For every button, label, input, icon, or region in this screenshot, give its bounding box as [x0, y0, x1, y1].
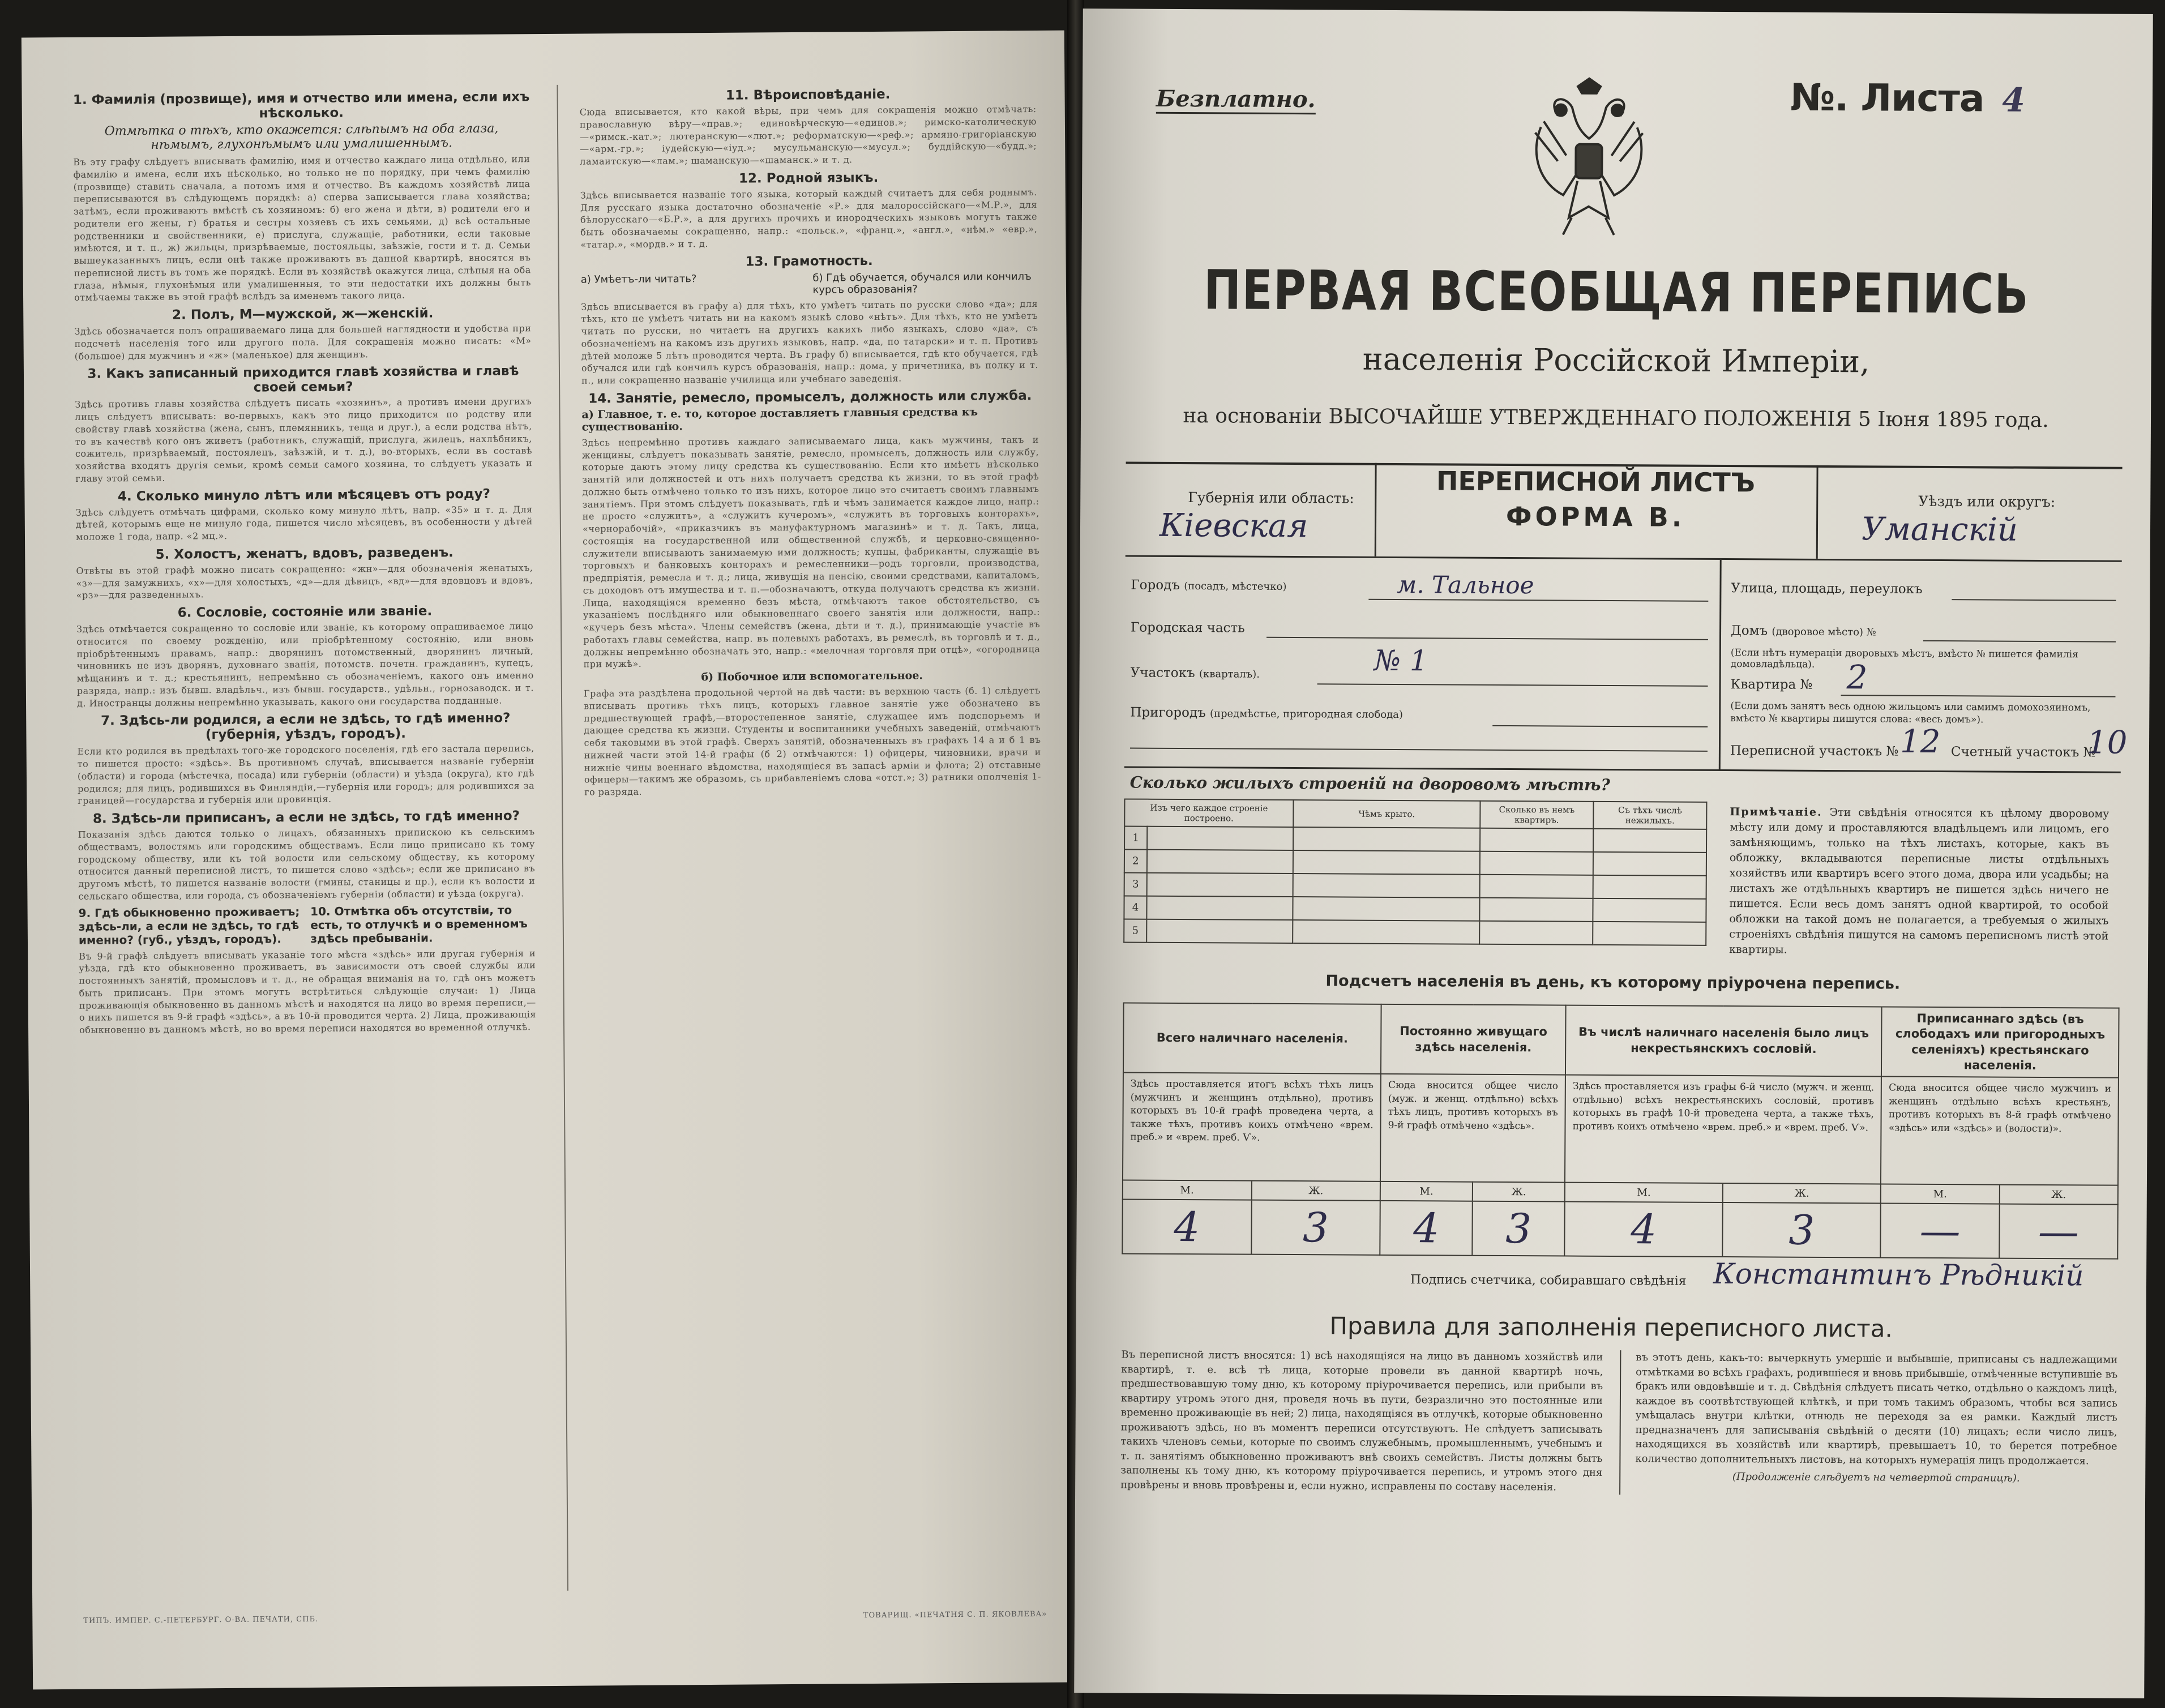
instruction-text-block: Въ эту графу слѣдуетъ вписывать фамилію, имя и отчество каждаго лица отдѣльно, или фамилію и имена, если ихъ нѣсколько, но только не по порядку, при чемъ фамилію (прозвище) ставить сначала, а потомъ имя и отчество. Въ каждомъ хозяйствѣ лица переписываются въ слѣдующемъ порядкѣ: а) сперва записывается глава хозяйства; затѣмъ, если проживаютъ вмѣстѣ съ хозяиномъ: б) его жена и дѣти, в) родители его и родители его жены, г) братья и сестры хозяевъ съ ихъ семьями, д) всѣ остальные родственники и свойственники, е) прислуга, служащіе, работники, если таковые имѣются, и т. п., ж) жильцы, призрѣваемые, постояльцы, заѣзжіе, гости и т. д. Семьи вышеуказанныхъ лицъ, если онѣ также проживаютъ въ данной квартирѣ, вносятся въ переписной листъ въ томъ же порядкѣ. Если въ хозяйствѣ окажутся лица, слѣпыя на оба глаза, нѣмыя, глухонѣмыя или умалишенныя, то эти недостатки ихъ должны быть отмѣчаемы также въ этой графѣ вслѣдъ за именемъ такого лица. [73, 153, 531, 303]
enumerator-signature-label: Подпись счетчика, собиравшаго свѣдѣнія [1410, 1273, 1687, 1289]
instruction-text-block: Графа эта раздѣлена продольной чертой на двѣ части: въ верхнюю часть (б. 1) слѣдуетъ вписывать противъ тѣхъ лицъ, которыхъ главное занятіе уже обозначено въ предшествующей графѣ,—второстепенное занятіе, служащее имъ подспорьемъ и дающее средства къ жизни. Студенты и воспитанники учебныхъ заведеній, отмѣчаютъ себя таковыми въ этой графѣ. Сверхъ занятій, обозначенныхъ въ графахъ 14 а и б 1 въ нижней части этой 14-й графы (б 2) отмѣчаются: 1) офицеры, чиновники, врачи и нижніе чины военнаго вѣдомства, находящіеся въ запасѣ арміи и флота; 2) отставные офицеры—такимъ же образомъ, съ прибавленіемъ слова «отст.»; 3) ратники ополченія 1-го разряда. [583, 684, 1042, 798]
population-count-table [1122, 1002, 2119, 1259]
house-label: Домъ (дворовое мѣсто) № [1730, 623, 1876, 639]
city-part-line [1267, 637, 1708, 640]
sex-label-male: М. [1123, 1180, 1252, 1200]
street-label: Улица, площадь, переулокъ [1731, 581, 1923, 597]
rules-continued-note: (Продолженіе слѣдуетъ на четвертой страницѣ). [1732, 1471, 2020, 1485]
sheet-number-value[interactable]: 4 [2002, 80, 2025, 119]
literacy-question-b: б) Гдѣ обучается, обучался или кончилъ курсъ образованія? [812, 270, 1032, 296]
row-number: 2 [1124, 849, 1147, 872]
table-cell[interactable] [1593, 922, 1706, 945]
rules-column-1: Въ переписной листъ вносятся: 1) всѣ находящіяся на лицо въ данномъ хозяйствѣ или квартирѣ, т. е. всѣ тѣ лица, которые провели въ данной квартирѣ ночь, предшествовавшую тому дню, къ которому пріурочивается перепись, или прибыли въ квартиру утромъ этого дня, проведя ночь въ пути, безразлично это постоянные или временно проживающіе въ ней; 2) лица, находящіяся въ отлучкѣ, которые обыкновенно проживаютъ здѣсь, но въ моментъ переписи отсутствуютъ. Не слѣдуетъ записывать такихъ членовъ семьи, которые по своимъ служебнымъ, промышленнымъ, учебнымъ и т. п. занятіямъ обыкновенно проживаютъ внѣ своихъ семействъ. Листы должны быть заполнены къ тому дню, къ которому пріурочивается перепись, и утромъ этого дня провѣрены и вновь провѣрены и, если нужно, исправлены по составу населенія. [1120, 1349, 1603, 1493]
count-permanent-male[interactable]: 4 [1380, 1201, 1472, 1256]
count-desc-total: Здѣсь проставляется итогъ всѣхъ тѣхъ лицъ (мужчинъ и женщинъ отдѣльно), противъ которыхъ въ 10-й графѣ проведена черта, а также тѣхъ, противъ коихъ отмѣчено «врем. преб.» и «врем. преб. Ѵ». [1123, 1073, 1381, 1182]
sex-label-male: М. [1380, 1182, 1473, 1201]
rules-column-2-text: въ этотъ день, какъ-то: вычеркнуть умершіе и выбывшіе, приписаны съ надлежащими отмѣтками во всѣхъ графахъ, родившіеся и вновь прибывшіе, отмѣченные вступившіе въ бракъ или овдовѣвшіе и т. д. Свѣдѣнія слѣдуетъ писать четко, отдѣльно о каждомъ лицѣ, каждое въ соотвѣтствующей клѣткѣ, и при томъ такимъ образомъ, чтобы вся запись умѣщалась внутри клѣтки, отнюдь не переходя за ея рамки. Каждый листъ предназначенъ для записыванія свѣдѣній о десяти (10) лицахъ; если число лицъ, находящихся въ хозяйствѣ или квартирѣ, превышаетъ 10, то берется потребное количество дополнительныхъ листовъ, на которыхъ нумерація лицъ продолжается. [1635, 1351, 2118, 1467]
city-value[interactable]: м. Тальное [1397, 570, 1534, 600]
population-count-title: Подсчетъ населенія въ день, къ которому пріурочена перепись. [1325, 972, 1901, 993]
table-cell[interactable] [1147, 850, 1293, 874]
apartment-value[interactable]: 2 [1846, 658, 1868, 697]
uchastok-line [1317, 683, 1708, 687]
note-label: Примѣчаніе. [1730, 806, 1822, 819]
count-peasant-female[interactable]: — [1999, 1204, 2118, 1259]
section-title: 5. Холостъ, женатъ, вдовъ, разведенъ. [155, 545, 453, 562]
sheet-label: №. Листа [1790, 75, 1984, 121]
row-number: 3 [1124, 872, 1147, 896]
prigorod-label: Пригородъ (предмѣстье, пригородная слобода) [1130, 705, 1403, 721]
form-title-line1: ПЕРЕПИСНОЙ ЛИСТЪ [1436, 465, 1756, 498]
sex-label-female: Ж. [1723, 1183, 1881, 1203]
section-title: 8. Здѣсь-ли приписанъ, а если не здѣсь, то гдѣ именно? [92, 808, 520, 827]
buildings-col-material: Изъ чего каждое строеніе построено. [1124, 799, 1293, 827]
count-desc-non-peasant: Здѣсь проставляется изъ графы 6-й число (мужч. и женщ. отдѣльно) всѣхъ некрестьянскихъ сословій, противъ которыхъ въ графѣ 10-й проведена черта, а также тѣхъ, противъ коихъ отмѣчено «врем. преб.» и «врем. преб. Ѵ». [1565, 1075, 1881, 1184]
buildings-note [1729, 804, 2109, 959]
count-permanent-female[interactable]: 3 [1472, 1201, 1564, 1256]
section-title: 1. Фамилія (прозвище), имя и отчество или имена, если ихъ нѣсколько. [72, 89, 530, 121]
instructions-column-2 [557, 82, 1047, 1591]
table-row [1124, 872, 1706, 898]
count-total-male[interactable]: 4 [1122, 1200, 1251, 1255]
column-split-headers [79, 903, 536, 947]
rules-title: Правила для заполненія переписного листа. [1329, 1312, 1893, 1343]
table-cell[interactable] [1147, 873, 1293, 897]
apartment-line [1841, 695, 2115, 697]
count-col-non-peasant: Въ числѣ наличнаго населенія было лицъ некрестьянскихъ сословій. [1565, 1005, 1882, 1077]
uchastok-value[interactable]: № 1 [1374, 644, 1428, 678]
census-area-value[interactable]: 12 [1899, 723, 1941, 761]
count-col-peasant: Приписаннаго здѣсь (въ слободахъ или пригородныхъ селеніяхъ) крестьянскаго населенія. [1881, 1007, 2119, 1077]
table-cell[interactable] [1593, 898, 1706, 922]
city-part-label: Городская часть [1131, 620, 1245, 636]
prigorod-line-2 [1130, 748, 1708, 752]
count-non-peasant-male[interactable]: 4 [1564, 1202, 1723, 1257]
buildings-col-roof: Чѣмъ крыто. [1293, 800, 1480, 828]
table-cell[interactable] [1479, 898, 1593, 922]
census-title: ПЕРВАЯ ВСЕОБЩАЯ ПЕРЕПИСЬ [1203, 258, 2030, 326]
table-cell[interactable] [1479, 921, 1593, 945]
sex-label-female: Ж. [1999, 1185, 2118, 1205]
divider [1375, 463, 1377, 557]
left-page-footer [83, 1610, 1047, 1625]
count-desc-peasant: Сюда вносится общее число мужчинъ и женщинъ отдѣльно всѣхъ крестьянъ, противъ которыхъ въ 8-й графѣ отмѣчено «здѣсь» или «здѣсь» и (волости)». [1881, 1077, 2119, 1185]
sheet-number-label [1790, 76, 2025, 121]
count-peasant-male[interactable]: — [1881, 1204, 2000, 1258]
count-col-permanent: Постоянно живущаго здѣсь населенія. [1381, 1004, 1566, 1075]
table-cell[interactable] [1146, 919, 1293, 943]
section-title: 4. Сколько минуло лѣтъ или мѣсяцевъ отъ роду? [117, 486, 491, 504]
house-line [1923, 640, 2116, 643]
row-number: 5 [1124, 919, 1146, 942]
sex-label-male: М. [1881, 1184, 2000, 1204]
instruction-text-block: Сюда вписывается, кто какой вѣры, при чемъ для сокращенія можно отмѣчать: православную вѣру—«прав.»; единовѣрческую—«единов.»; римско-католическую—«римск.-кат.»; лютеранскую—«лют.»; реформатскую—«реф.»; армяно-григоріанскую—«арм.-гр.»; іудейскую—«іуд.»; мусульманскую—«мусул.»; буддійскую—«будд.»; ламаитскую—«лам.»; шаманскую—«шаманск.» и т. д. [579, 103, 1037, 167]
census-subtitle: населенія Россійской Имперіи, [1362, 341, 1870, 380]
buildings-col-nonresidential: Съ тѣхъ числѣ нежилыхъ. [1593, 802, 1706, 829]
section-title: 2. Полъ, М—мужской, ж—женскій. [172, 306, 434, 323]
house-note: (Если нѣтъ нумераціи дворовыхъ мѣстъ, вмѣсто № пишется фамилія домовладѣльца). [1730, 647, 2078, 670]
count-desc-permanent: Сюда вносится общее число (муж. и женщ. отдѣльно) всѣхъ тѣхъ лицъ, противъ которыхъ въ 9-й графѣ отмѣчено «здѣсь». [1380, 1074, 1565, 1183]
section-title: 6. Сословіе, состояніе или званіе. [177, 603, 433, 620]
instruction-text-block: Здѣсь вписывается въ графу а) для тѣхъ, кто умѣетъ читать по русски слово «да»; для тѣхъ, кто не умѣетъ читать ни на какомъ языкѣ слово «нѣтъ». Для тѣхъ, кто не умѣетъ читать по русски, но читаетъ на другихъ какихъ либо языкахъ, слово «да», съ обозначеніемъ на какомъ изъ другихъ языковъ, напр. «да, по татарски» и т. п. Противъ дѣтей моложе 5 лѣтъ проводится черта. Въ графу б) вписывается, гдѣ кто обучается, гдѣ обучался или гдѣ кончилъ курсъ образованія, напр.: домa, у причетника, въ полку и т. п., или сокращенно названіе училища или учебнаго заведенія. [581, 298, 1038, 386]
buildings-col-apartments: Сколько въ немъ квартиръ. [1480, 801, 1593, 829]
instruction-text-block: Въ 9-й графѣ слѣдуетъ вписывать указаніе того мѣста «здѣсь» или другая губернія и уѣзда, гдѣ кто обыкновенно проживаетъ, въ зависимости отъ своей службы или постоянныхъ занятій, промысловъ и т. д., не обращая вниманія на то, гдѣ онъ можетъ быть приписанъ. При этомъ могутъ встрѣтиться слѣдующіе случаи: 1) Лица проживающія обыкновенно въ данномъ мѣстѣ и находятся на лицо во время переписи,—о нихъ пишется въ 9-й графѣ «здѣсь», а въ 10-й проводится черта. 2) Лица, проживающія обыкновенно въ данномъ мѣстѣ, но во время переписи находятся во временной отлучкѣ. [79, 947, 536, 1035]
census-legal-basis: на основаніи ВЫСОЧАЙШЕ УТВЕРЖДЕННАГО ПОЛОЖЕНІЯ 5 Іюня 1895 года. [1183, 404, 2049, 433]
uezd-label: Уѣздъ или округъ: [1918, 493, 2056, 511]
form-title-line2: ФОРМА В. [1505, 501, 1685, 533]
divider [1124, 766, 2121, 773]
note-text: Эти свѣдѣнія относятся къ цѣлому дворовому мѣсту или дому и проставляются владѣльцемъ или лицомъ, его замѣняющимъ, только на тѣхъ листахъ, которые, какъ въ обложку, вкладываются переписные листы отдѣльныхъ хозяйствъ или квартиръ всего этого дома, двора или усадьбы; на листахъ же отдѣльныхъ квартиръ не пишется здѣсь ничего не пишется. Если весь домъ занятъ одной квартирой, то особой обложки на такой домъ не полагается, а требуемыя о жилыхъ строеніяхъ свѣдѣнія пишутся на самомъ переписномъ листѣ этой квартиры. [1729, 806, 2110, 956]
table-row [1124, 826, 1706, 852]
table-cell[interactable] [1293, 897, 1479, 921]
uezd-value[interactable]: Уманскій [1861, 511, 2018, 549]
count-non-peasant-female[interactable]: 3 [1722, 1202, 1881, 1257]
instruction-text-block: Здѣсь вписывается названіе того языка, который каждый считаетъ для себя роднымъ. Для русскаго языка достаточно обозначеніе «Р.» для малороссійскаго—«М.Р.», для бѣлорусскаго—«Б.Р.», а для другихъ прочихъ и инородческихъ языковъ могутъ также быть обозначаемы сокращенно, напр.: «польск.», «франц.», «англ.», «нѣм.» «евр.», «татар.», «мордв.» и т. д. [580, 186, 1038, 250]
occupation-sub-b: б) Побочное или вспомогательное. [701, 669, 923, 684]
section-title: 12. Родной языкъ. [738, 170, 879, 186]
right-page-census-form [1074, 8, 2153, 1698]
sex-label-male: М. [1565, 1183, 1723, 1202]
instruction-text-block: Здѣсь отмѣчается сокращенно то сословіе или званіе, къ которому опрашиваемое лицо относится по своему рожденію, или пріобрѣтенному состоянію, или вновь пріобрѣтеннымъ правамъ, напр.: дворянинъ потомственный, дворянинъ личный, чиновникъ не изъ дворянъ, духовнаго званія, потомств. почетн. гражданинъ, купецъ, мѣщанинъ и т. д.; крестьянинъ, непремѣнно съ обозначеніемъ, какого онъ именно разряда, напр.: изъ бывш. владѣльч., изъ бывш. государств., удѣльн., горнозаводск. и т. д. Иностранцы должны непремѣнно указывать, какого они государства подданные. [76, 620, 534, 709]
divider [1126, 555, 2122, 562]
instruction-text-block: Показанія здѣсь даются только о лицахъ, обязанныхъ припискою къ сельскимъ обществамъ, волостямъ или городскимъ обществамъ. Если лицо приписано къ тому городскому обществу, или къ той волости или сельскому обществу, къ которому относится данный переписной листъ, то пишется слово «здѣсь»; если же приписано въ другомъ мѣстѣ, то пишется названіе волости (гмины, станицы и пр.), если къ волости и сельскаго общества, или города, съ обозначеніемъ губерніи (области) и уѣзда (округа). [78, 826, 536, 902]
count-area-label: Счетный участокъ № [1950, 744, 2096, 760]
buildings-question: Сколько жилыхъ строеній на дворовомъ мѣстѣ? [1129, 773, 1610, 794]
table-cell[interactable] [1480, 828, 1593, 852]
section-subtitle: Отмѣтка о тѣхъ, кто окажется: слѣпымъ на оба глаза, нѣмымъ, глухонѣмымъ или умалишеннымъ. [104, 121, 499, 152]
instruction-text-block: Здѣсь слѣдуетъ отмѣчать цифрами, сколько кому минуло лѣтъ, напр. «35» и т. д. Для дѣтей, которымъ еще не минуло года, пишется число мѣсяцевъ, въ особенности у дѣтей моложе 1 года, напр. «2 мц.». [75, 503, 533, 542]
table-cell[interactable] [1593, 875, 1706, 899]
divider [1816, 465, 1819, 559]
rules-column-2 [1619, 1350, 2117, 1497]
instruction-text-block: Здѣсь обозначается полъ опрашиваемаго лица для большей наглядности и удобства при подсчетѣ населенія того или другого пола. Для сокращенія можно писать: «М» (большое) для мужчинъ и «ж» (маленькое) для женщинъ. [74, 323, 532, 362]
census-area-label: Переписной участокъ № [1730, 743, 1899, 759]
double-headed-eagle-emblem [1524, 76, 1655, 241]
instructions-column-1 [72, 85, 540, 1594]
table-cell[interactable] [1293, 874, 1480, 898]
left-page-instructions [22, 31, 1076, 1690]
city-line [1368, 599, 1708, 602]
row-number: 1 [1124, 826, 1147, 849]
occupation-sub-a: а) Главное, т. е. то, которое доставляетъ главныя средства къ существованію. [581, 405, 978, 434]
section-title: 7. Здѣсь-ли родился, а если не здѣсь, то гдѣ именно? (губернія, уѣздъ, городъ). [101, 710, 511, 743]
row-number: 4 [1124, 896, 1146, 919]
divider [1719, 560, 1722, 769]
table-cell[interactable] [1593, 829, 1706, 853]
guberniya-label: Губернія или область: [1188, 489, 1354, 507]
rules-section [1120, 1347, 2117, 1497]
table-row [1124, 849, 1706, 875]
section-title: 9. Гдѣ обыкновенно проживаетъ; здѣсь-ли, а если не здѣсь, то гдѣ именно? (губ., уѣздъ, городъ). [78, 904, 300, 947]
table-cell[interactable] [1146, 896, 1293, 920]
instruction-text-block: Отвѣты въ этой графѣ можно писать сокращенно: «жн»—для обозначенія женатыхъ, «з»—для замужнихъ, «х»—для холостыхъ, «д»—для дѣвицъ, «вд»—для вдовцовъ и вдовъ, «рз»—для разведенныхъ. [76, 562, 533, 601]
instruction-text-block: Здѣсь непремѣнно противъ каждаго записываемаго лица, какъ мужчины, такъ и женщины, слѣдуетъ показывать занятіе, ремесло, промыселъ, должность или службу, которые даютъ этому лицу средства къ существованію. Если кто имѣетъ нѣсколько занятій или должностей и отъ нихъ получаетъ средства къ жизни, то въ этой графѣ должно быть отмѣчено только то изъ нихъ, которое лицо это считаетъ своимъ главнымъ занятіемъ. При этомъ слѣдуетъ показывать, гдѣ и чѣмъ занимается каждое лицо, напр.: не просто «служитъ», а «служитъ кучеромъ», «служитъ въ торговыхъ конторахъ», «чернорабочій», «приказчикъ въ мануфактурномъ магазинѣ» и т. д. Такъ, лица, состоящія на государственной или общественной службѣ, и церковно-священно-служители вписываютъ занимаемую ими должность; купцы, фабриканты, служащіе въ торговыхъ и банковыхъ конторахъ и ремесленники—родъ торговли, производства, предпріятія, ремесла и т. д.; лица, живущія на пенсію, своими средствами, капиталомъ, съ доходовъ отъ имущества и т. п.—обозначаютъ, откуда получаютъ средства къ жизни. Лица, находящіяся временно безъ мѣста, отмѣчаютъ такое обстоятельство, съ указаніемъ послѣдняго или обыкновеннаго своего занятія или должности, напр.: «кучеръ безъ мѣста». Члены семействъ (жена, дѣти и т. д.), принимающіе участіе въ работахъ главы семейства, напр. въ полевыхъ работахъ, въ ремеслѣ, въ торговлѣ и т. д., должны непремѣнно обозначать это, напр.: «мелочная торговля при отцѣ», «огородница при мужѣ». [581, 434, 1041, 670]
table-row [1124, 919, 1706, 945]
prigorod-line [1492, 725, 1708, 727]
table-cell[interactable] [1480, 851, 1593, 875]
table-cell[interactable] [1293, 920, 1479, 944]
sex-label-female: Ж. [1251, 1181, 1380, 1201]
section-title: 11. Вѣроисповѣданіе. [725, 87, 891, 103]
city-label: Городъ (посадъ, мѣстечко) [1131, 577, 1287, 593]
table-cell[interactable] [1480, 875, 1593, 898]
table-cell[interactable] [1293, 850, 1480, 875]
uchastok-label: Участокъ (кварталъ). [1130, 665, 1260, 681]
instruction-text-block: Здѣсь противъ главы хозяйства слѣдуетъ писать «хозяинъ», а противъ имени другихъ лицъ слѣдуетъ вписывать: во-первыхъ, какъ это лицо приходится по родству или свойству главѣ хозяйства (жена, сынъ, племянникъ, теща и друг.), а если родства нѣтъ, то въ качествѣ кого онъ живетъ (работникъ, служащій, прислуга, жилецъ, нахлѣбникъ, сожитель, призрѣваемый, постоялецъ, заѣзжій, и т. д.), во-вторыхъ, если въ составѣ хозяйства входятъ другія семьи, кромѣ семьи самого хозяина, то слѣдуетъ указать и главу этой семьи. [75, 396, 533, 484]
count-total-female[interactable]: 3 [1251, 1200, 1380, 1255]
section-title: 14. Занятіе, ремесло, промыселъ, должность или служба. [588, 388, 1032, 406]
form-title [1397, 463, 1794, 536]
free-of-charge-label: Безплатно. [1156, 85, 1316, 114]
count-col-total: Всего наличнаго населенія. [1123, 1003, 1381, 1074]
table-cell[interactable] [1147, 827, 1293, 850]
count-area-value[interactable]: 10 [2086, 724, 2128, 761]
apartment-label: Квартира № [1730, 677, 1813, 692]
printer-imprint-right: ТОВАРИЩ. «ПЕЧАТНЯ С. П. ЯКОВЛЕВА» [863, 1609, 1047, 1620]
buildings-table [1123, 798, 1707, 945]
printer-imprint-left: ТИПЪ. ИМПЕР. С.-ПЕТЕРБУРГ. О-ВА. ПЕЧАТИ, СПБ. [83, 1615, 319, 1625]
enumerator-signature[interactable]: Константинъ Рѣдникій [1713, 1257, 2084, 1292]
section-title: 10. Отмѣтка объ отсутствіи, то есть, то отлучкѣ и о временномъ здѣсь пребываніи. [310, 902, 528, 945]
section-title: 13. Грамотность. [745, 253, 873, 269]
apartment-note: (Если домъ занятъ весь одною жильцомъ или самимъ домохозяиномъ, вмѣсто № квартиры пишутся слова: «весь домъ»). [1730, 700, 2091, 726]
guberniya-value[interactable]: Кіевская [1159, 507, 1308, 545]
instruction-text-block: Если кто родился въ предѣлахъ того-же городского поселенія, гдѣ его застала перепись, то пишется просто: «здѣсь». Въ противномъ случаѣ, вписывается названіе губерніи (области) и города (мѣстечка, посада) или губерніи (области) и уѣзда (округа), кто гдѣ родился; для лицъ, родившихся въ Финляндіи,—губернія или городъ; для родившихся за границей—государства и губернія или провинція. [77, 743, 535, 807]
street-line [1952, 599, 2116, 601]
table-cell[interactable] [1293, 827, 1480, 851]
table-cell[interactable] [1593, 852, 1706, 876]
literacy-split-headers [581, 270, 1038, 297]
table-row [1124, 896, 1706, 922]
sex-label-female: Ж. [1473, 1182, 1565, 1202]
literacy-question-a: а) Умѣетъ-ли читать? [580, 272, 697, 286]
section-title: 3. Какъ записанный приходится главѣ хозяйства и главѣ своей семьи? [87, 363, 519, 395]
